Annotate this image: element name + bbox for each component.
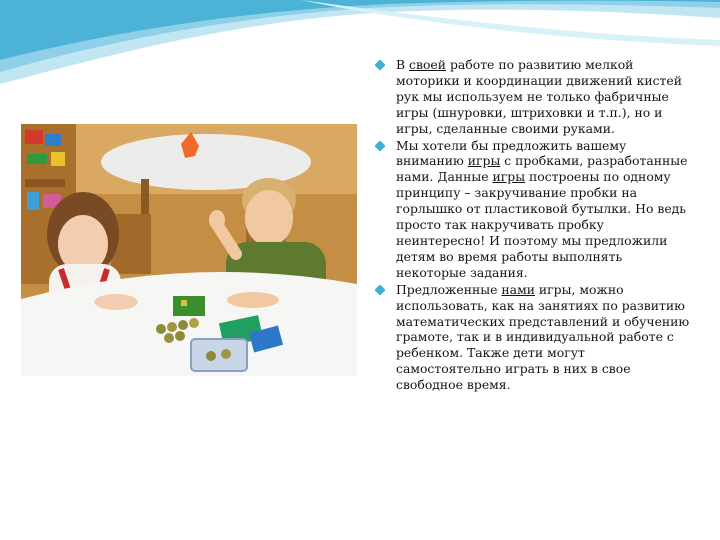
- text-segment: работе по развитию мелкой моторики и координации движений кистей рук мы используем не только фабричные игры (шнуровки, штриховки и т.п.), но и игры, сделанные своими руками.: [396, 57, 682, 136]
- text-segment: построены по одному принципу – закручивание пробки на горлышко от пластиковой бутылки. Но ведь просто так накручивать пробку неинтересно! И поэтому мы предложили детям во время работы выполнять некоторые задания.: [396, 169, 687, 280]
- underlined-word: игры: [492, 169, 526, 185]
- bullet-icon: [375, 285, 385, 295]
- underlined-word: нами: [501, 281, 535, 297]
- underlined-word: игры: [467, 153, 501, 169]
- text-segment: Мы хотели бы предложить вашему вниманию: [396, 137, 627, 169]
- text-segment: В: [396, 57, 410, 72]
- text-segment: игры, можно использовать, как на занятиях по развитию математических представлений и обучению грамоте, так и в индивидуальной работе с ребенком. Также дети могут самостоятельно играть в них в свое свободное время.: [396, 281, 690, 393]
- text-segment: Предложенные: [396, 281, 502, 297]
- underlined-word: своей: [409, 57, 447, 72]
- bullet-item: [372, 138, 690, 281]
- bullet-item: [372, 282, 690, 393]
- bullet-item: [372, 57, 690, 137]
- bullet-text: [396, 282, 689, 392]
- bullet-icon: [375, 141, 385, 151]
- bullet-text: [396, 138, 687, 280]
- text-segment: с пробками, разработанные нами. Данные: [396, 153, 688, 185]
- bullet-list: [372, 57, 690, 394]
- bullet-icon: [375, 60, 385, 70]
- children-playing-photo: [21, 124, 357, 376]
- bullet-text: [396, 57, 682, 136]
